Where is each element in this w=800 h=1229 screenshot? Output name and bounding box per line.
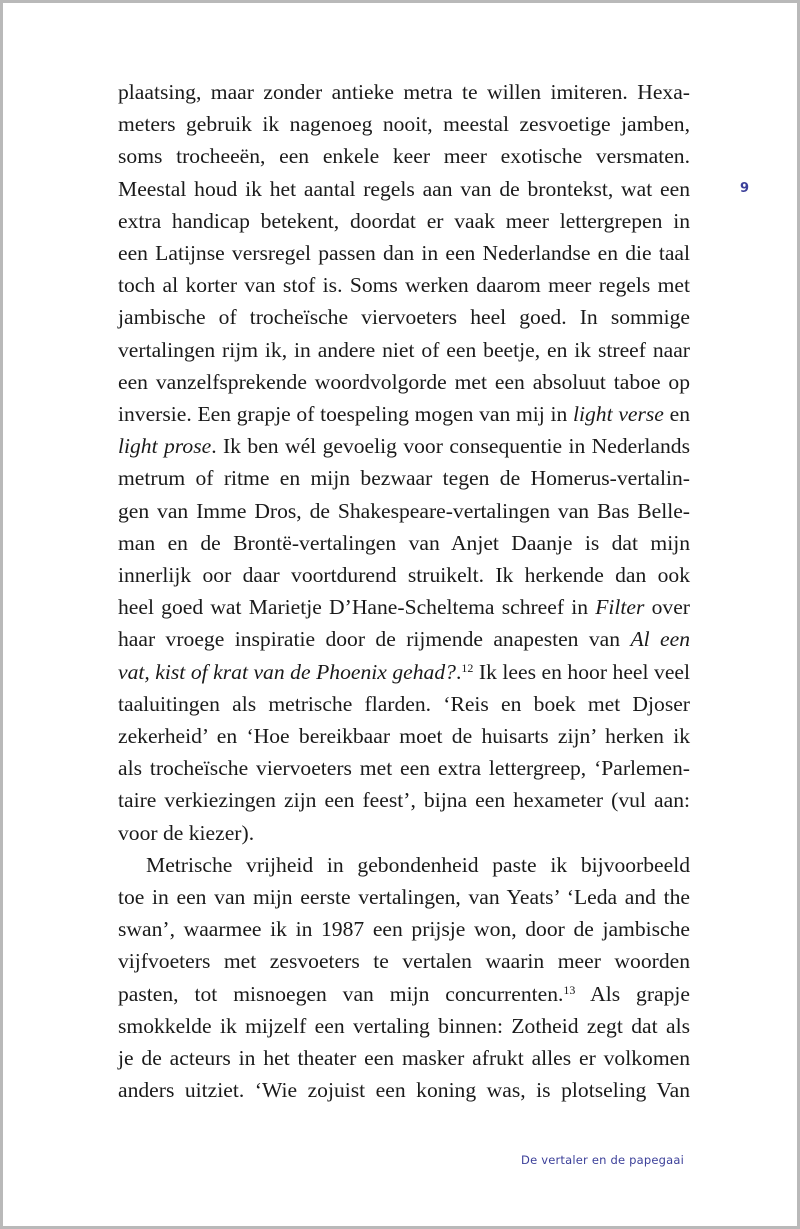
footnote-ref: 12 <box>461 660 474 675</box>
body-text <box>118 76 690 1107</box>
text-line: light prose. Ik ben wél gevoelig voor consequentie in Nederlands <box>118 434 690 459</box>
text-line: metrum of ritme en mijn bezwaar tegen de Homerus-vertalin- <box>118 466 690 491</box>
italic-title: light verse <box>573 402 664 427</box>
text-line: extra handicap betekent, doordat er vaak meer lettergrepen in <box>118 208 690 233</box>
text-line: anders uitziet. ‘Wie zojuist een koning was, is plotseling Van <box>118 1078 690 1103</box>
text-line: jambische of trocheïsche viervoeters heel goed. In sommige <box>118 305 690 330</box>
running-footer: De vertaler en de papegaai <box>521 1153 684 1167</box>
text-line: gen van Imme Dros, de Shakespeare-vertalingen van Bas Belle- <box>118 498 690 523</box>
paragraph-first-line: Metrische vrijheid in gebondenheid paste ik bijvoorbeeld <box>146 852 690 877</box>
text-line: zekerheid’ en ‘Hoe bereikbaar moet de huisarts zijn’ herken ik <box>118 724 690 749</box>
italic-title: light prose <box>118 434 212 459</box>
text-line: taire verkiezingen zijn een feest’, bijna een hexameter (vul aan: <box>118 788 690 813</box>
text-line: vertalingen rijm ik, in andere niet of een beetje, en ik streef naar <box>118 337 690 362</box>
text-line: innerlijk oor daar voortdurend struikelt. Ik herkende dan ook <box>118 563 690 588</box>
text-line: toch al korter van stof is. Soms werken daarom meer regels met <box>118 273 690 298</box>
text-line: soms trocheeën, een enkele keer meer exotische versmaten. <box>118 144 690 169</box>
page-number: 9 <box>740 181 750 196</box>
paragraph-last-line: voor de kiezer). <box>118 820 255 845</box>
text-line: vijfvoeters met zesvoeters te vertalen waarin meer woorden <box>118 949 690 974</box>
text-line: plaatsing, maar zonder antieke metra te willen imiteren. Hexa- <box>118 80 690 104</box>
text-line: pasten, tot misnoegen van mijn concurrenten.$^{13}$ Als grapje <box>118 981 690 1006</box>
text-line: haar vroege inspiratie door de rijmende anapesten van Al een <box>118 627 691 652</box>
text-line: taaluitingen als metrische flarden. ‘Reis en boek met Djoser <box>118 691 690 716</box>
text-line: je de acteurs in het theater een masker afrukt alles er volkomen <box>118 1046 690 1071</box>
text-line: een vanzelfsprekende woordvolgorde met een absoluut taboe op <box>118 369 690 394</box>
text-line: heel goed wat Marietje D’Hane-Scheltema schreef in Filter over <box>118 595 690 620</box>
text-line: meters gebruik ik nagenoeg nooit, meestal zesvoetige jamben, <box>118 112 690 137</box>
text-line: Meestal houd ik het aantal regels aan van de brontekst, wat een <box>118 176 690 201</box>
italic-title: Al een <box>630 627 691 652</box>
text-line: toe in een van mijn eerste vertalingen, van Yeats’ ‘Leda and the <box>118 885 690 910</box>
text-line: smokkelde ik mijzelf een vertaling binnen: Zotheid zegt dat als <box>118 1013 690 1038</box>
text-line: een Latijnse versregel passen dan in een Nederlandse en die taal <box>118 241 690 266</box>
italic-title: vat, kist of krat van de Phoenix gehad? <box>118 659 456 684</box>
text-line: man en de Brontë-vertalingen van Anjet Daanje is dat mijn <box>118 530 690 555</box>
footnote-ref: 13 <box>563 982 576 997</box>
text-line: inversie. Een grapje of toespeling mogen van mij in light verse en <box>118 402 690 427</box>
text-line: vat, kist of krat van de Phoenix gehad?.$^{12}$ Ik lees en hoor heel veel <box>118 659 691 684</box>
text-line: swan’, waarmee ik in 1987 een prijsje won, door de jambische <box>118 917 690 942</box>
italic-title: Filter <box>595 595 645 620</box>
text-line: als trocheïsche viervoeters met een extra lettergreep, ‘Parlemen- <box>118 756 690 781</box>
